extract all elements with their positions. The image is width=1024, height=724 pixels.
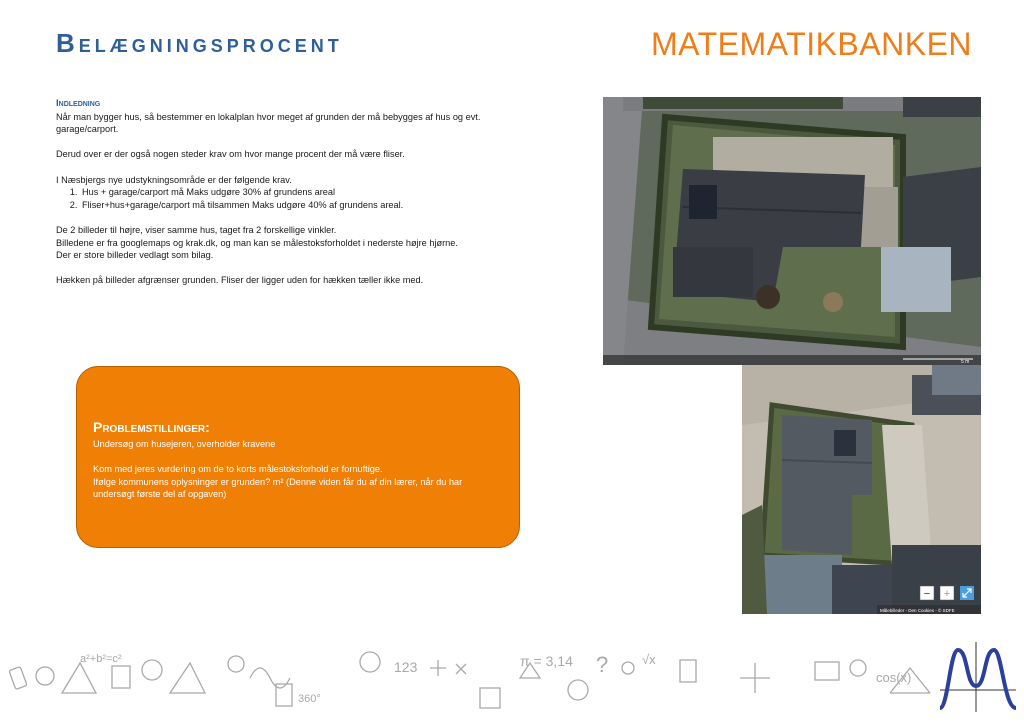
doodle-360: 360° <box>298 693 321 705</box>
pencil-icon <box>9 667 27 690</box>
aerial-photo-bottom <box>742 365 981 614</box>
requirements-list <box>56 186 526 211</box>
intro-paragraph-1: Når man bygger hus, så bestemmer en lokalplan hvor meget af grunden der må bebygges af hus og evt. garage/carport. <box>56 111 481 135</box>
compass-icon <box>36 667 54 685</box>
aerial-photo-top <box>603 97 981 365</box>
scale-label: 5 m <box>961 359 970 365</box>
zoom-out-label: − <box>923 588 931 600</box>
doodle-pythagoras: a²+b²=c² <box>80 653 122 665</box>
problem-line-2: Kom med jeres vurdering om de to korts målestoksforhold er fornuftige. <box>93 464 383 475</box>
problem-box <box>76 366 520 548</box>
doodle-123: 123 <box>394 659 418 675</box>
protractor-icon <box>142 660 162 680</box>
wave-icon <box>250 668 290 688</box>
intro-paragraph-4a: De 2 billeder til højre, viser samme hus, taget fra 2 forskellige vinkler. <box>56 224 337 235</box>
intro-paragraph-4c: Der er store billeder vedlagt som bilag. <box>56 250 214 261</box>
requirement-item: 2. Fliser+hus+garage/carport må tilsammen Maks udgøre 40% af grundens areal. <box>80 199 526 212</box>
intro-paragraph-5: Hækken på billeder afgrænser grunden. Fliser der ligger uden for hækken tæller ikke med. <box>56 275 424 286</box>
intro-paragraph-3: I Næsbjergs nye udstykningsområde er der følgende krav. <box>56 174 292 185</box>
doodle-cos: cos(x) <box>876 670 912 685</box>
doodle-sqrt: √x <box>642 652 656 667</box>
requirement-item: 1. Hus + garage/carport må Maks udgøre 30% af grundens areal <box>80 186 526 199</box>
intro-paragraph-2: Derud over er der også nogen steder krav om hvor mange procent der må være fliser. <box>56 149 405 160</box>
intro-heading: Indledning <box>56 98 101 109</box>
cube-icon <box>480 688 500 708</box>
axis-icon <box>740 663 770 693</box>
circle-icon <box>622 662 634 674</box>
matematikbanken-m-logo <box>936 640 1020 714</box>
intro-section <box>56 98 526 287</box>
set-square-icon <box>170 663 205 693</box>
calculator-icon <box>112 666 130 688</box>
calculator-icon-2 <box>680 660 696 682</box>
map-attribution: Målebilleder - Den Cookies - © SDFE <box>880 608 955 613</box>
footer-doodle-strip <box>0 638 1024 724</box>
problem-line-1: Undersøg om husejeren, overholder kravene <box>93 439 276 449</box>
brand-logo-text: MATEMATIKBANKEN <box>651 26 973 62</box>
lightbulb-icon <box>228 656 244 672</box>
infinity-icon <box>850 660 866 676</box>
doodle-question: ? <box>596 652 609 677</box>
book-icon-2 <box>815 662 839 680</box>
pie-chart-icon <box>360 652 380 672</box>
intro-paragraph-4b: Billedene er fra googlemaps og krak.dk, og man kan se målestoksforholdet i nederste højre hjørne. <box>56 237 458 248</box>
wheel-icon <box>568 680 588 700</box>
problem-title: Problemstillinger: <box>93 419 210 435</box>
doodle-pi: π = 3,14 <box>520 653 573 669</box>
zoom-in-label: + <box>943 588 951 600</box>
problem-line-3: Ifølge kommunens oplysninger er grunden? m² (Denne viden får du af din lærer, når du har undersøgt første del af opgaven) <box>93 476 463 500</box>
operators-icon <box>430 660 466 676</box>
triangle-ruler-icon <box>62 663 96 693</box>
page-title: Belægningsprocent <box>56 28 343 58</box>
